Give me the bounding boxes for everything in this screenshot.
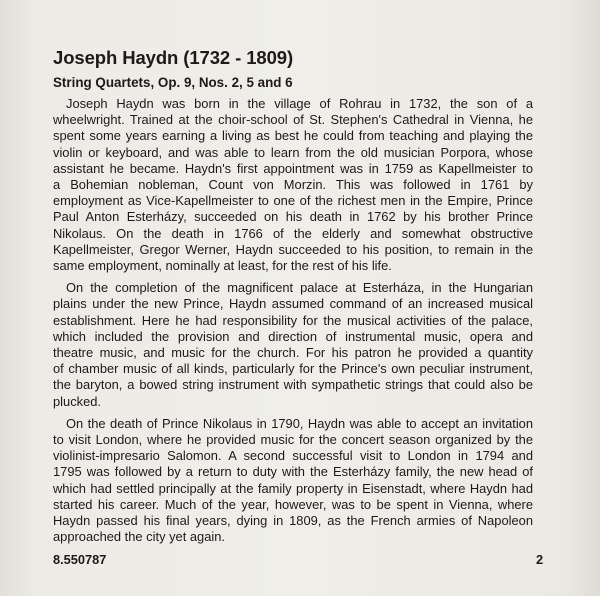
text-line: to visit London, where he provided music for the concert season organized by the — [53, 432, 533, 448]
paragraph-2 — [53, 280, 533, 410]
text-line: 1795 was followed by a return to duty with the Esterházy family, the new head of — [53, 464, 533, 480]
text-line: plucked. — [53, 393, 102, 409]
paragraph-1 — [53, 96, 533, 274]
text-line: On the completion of the magnificent palace at Esterháza, in the Hungarian — [66, 280, 533, 296]
text-line: employment as Vice-Kapellmeister to one of the richest men in the Empire, Prince — [53, 193, 533, 209]
text-line: assistant he became. Haydn's first appointment was in 1759 as Kapellmeister to — [53, 160, 533, 176]
text-line: started his career. Much of the year, however, was to be spent in Vienna, where — [53, 496, 533, 512]
text-line: Haydn passed his final years, dying in 1809, as the French armies of Napoleon — [53, 513, 533, 529]
text-line: plains under the new Prince, Haydn assumed command of an increased musical — [53, 296, 533, 312]
catalog-number: 8.550787 — [53, 552, 107, 567]
text-line: which had settled principally at the family property in Eisenstadt, where Haydn had — [53, 480, 533, 496]
text-line: wheelwright. Trained at the choir-school of St. Stephen's Cathedral in Vienna, he — [53, 112, 533, 128]
page-subtitle: String Quartets, Op. 9, Nos. 2, 5 and 6 — [53, 75, 293, 90]
text-line: same employment, nominally at least, for the rest of his life. — [53, 258, 392, 274]
text-line: of chamber music of all kinds, particularly for the Prince's own peculiar instrument, — [53, 361, 533, 377]
page-title: Joseph Haydn (1732 - 1809) — [53, 47, 294, 68]
text-line: Kapellmeister, Gregor Werner, Haydn succeeded to his position, to remain in the — [53, 241, 533, 257]
text-line: establishment. Here he had responsibility for the musical activities of the palace, — [53, 312, 533, 328]
text-line: violinist-impresario Salomon. A second successful visit to London in 1794 and — [53, 448, 533, 464]
text-line: approached the city yet again. — [53, 529, 225, 545]
text-line: a Bohemian nobleman, Count von Morzin. This was followed in 1761 by — [53, 177, 533, 193]
text-line: violin or keyboard, and was able to learn from the old musician Porpora, whose — [53, 144, 533, 160]
paragraph-3 — [53, 416, 533, 546]
text-line: theatre music, and music for the church. For his patron he provided a quantity — [53, 345, 533, 361]
text-line: the baryton, a bowed string instrument with sympathetic strings that could also be — [53, 377, 533, 393]
text-line: spent some years earning a living as best he could from teaching and playing the — [53, 128, 533, 144]
text-line: Paul Anton Esterházy, succeeded on his death in 1762 by his brother Prince — [53, 209, 533, 225]
page-number: 2 — [536, 552, 544, 567]
text-line: On the death of Prince Nikolaus in 1790, Haydn was able to accept an invitation — [66, 415, 533, 431]
text-line: Nikolaus. On the death in 1766 of the elderly and somewhat obstructive — [53, 225, 533, 241]
text-line: which included the provision and direction of instrumental music, opera and — [53, 328, 533, 344]
text-line: Joseph Haydn was born in the village of Rohrau in 1732, the son of a — [66, 96, 533, 111]
biography-text — [53, 96, 533, 551]
